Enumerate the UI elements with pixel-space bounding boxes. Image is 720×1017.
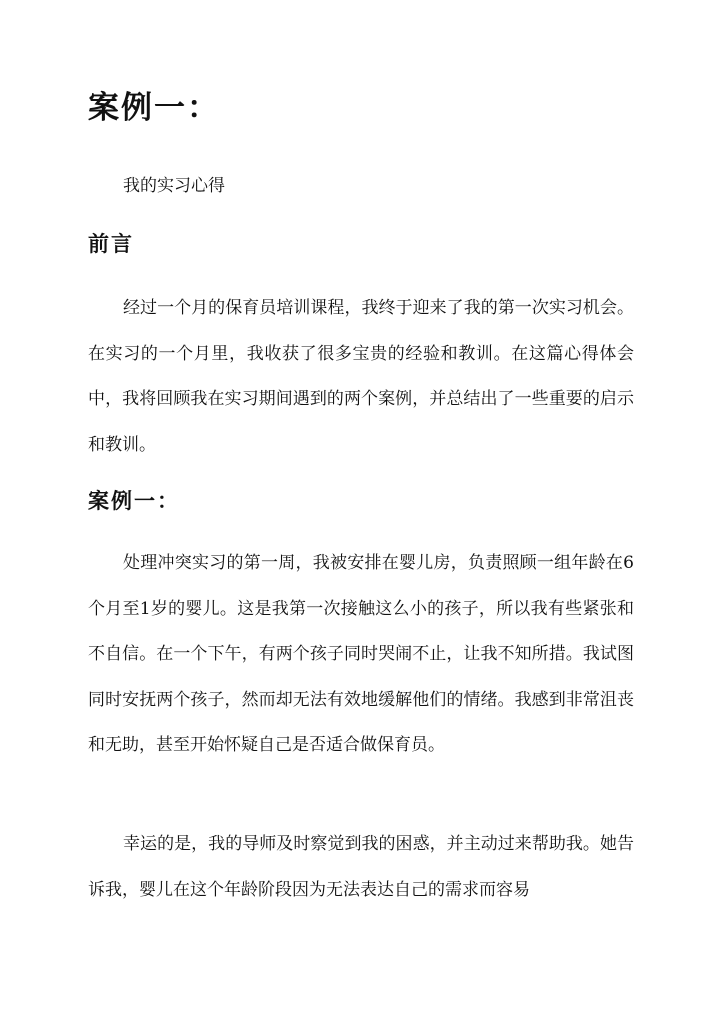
paragraph-case-one-2: 幸运的是，我的导师及时察觉到我的困惑，并主动过来帮助我。她告诉我，婴儿在这个年龄阶段因为无法表达自己的需求而容易 bbox=[88, 834, 634, 900]
document-title: 案例一： bbox=[88, 90, 220, 126]
document-subtitle: 我的实习心得 bbox=[123, 176, 225, 196]
paragraph-case-one-1: 处理冲突实习的第一周，我被安排在婴儿房，负责照顾一组年龄在6个月至1岁的婴儿。这是我第一次接触这么小的孩子，所以我有些紧张和不自信。在一个下午，有两个孩子同时哭闹不止，让我不知所措。我试图同时安抚两个孩子，然而却无法有效地缓解他们的情绪。我感到非常沮丧和无助，甚至开始怀疑自己是否适合做保育员。 bbox=[88, 553, 634, 756]
paragraph-preface: 经过一个月的保育员培训课程，我终于迎来了我的第一次实习机会。在实习的一个月里，我收获了很多宝贵的经验和教训。在这篇心得体会中，我将回顾我在实习期间遇到的两个案例，并总结出了一些重要的启示和教训。 bbox=[88, 298, 634, 455]
section-heading-preface: 前言 bbox=[88, 231, 134, 256]
section-heading-case-one: 案例一： bbox=[88, 488, 180, 513]
